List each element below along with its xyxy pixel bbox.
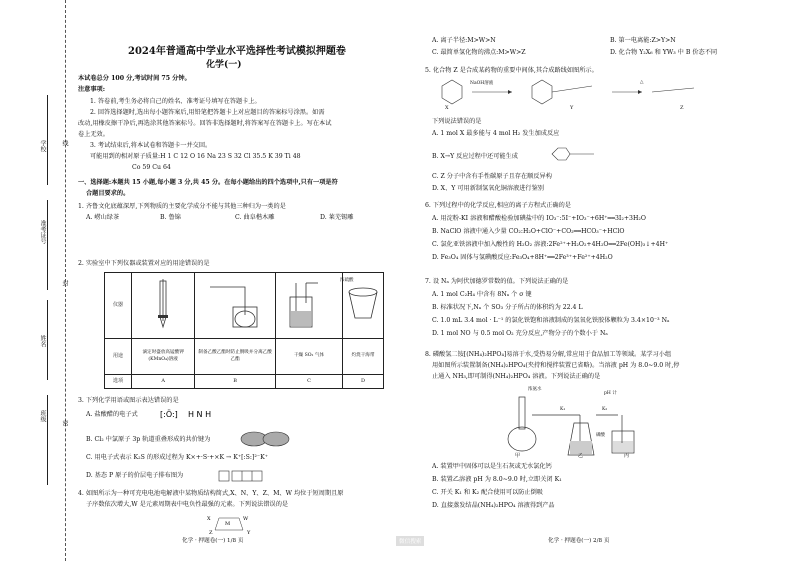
option-letter[interactable]: C	[275, 375, 342, 389]
exam-no-field[interactable]	[47, 200, 48, 290]
option-letter[interactable]: B	[195, 375, 276, 389]
burette-icon	[148, 277, 178, 331]
scheme-label: Y	[570, 105, 574, 111]
left-footer: 化学 · 押题卷(一) 1/8 页	[182, 538, 244, 544]
q8-option-a[interactable]: A. 装置甲中固体可以是生石灰或无水氯化钙	[432, 463, 552, 470]
apparatus-label: pH 计	[604, 391, 617, 396]
school-label: 学校	[39, 140, 46, 152]
q3-option-d[interactable]: D. 基态 P 原子的价层电子排布图为	[86, 472, 184, 479]
row-label: 仪器	[105, 273, 132, 339]
q5-option-d[interactable]: D. X、Y 可用新制氢氧化铜溶液进行鉴别	[432, 185, 544, 192]
notice-line: 卷上无效。	[78, 131, 109, 138]
q8-option-b[interactable]: B. 装置乙溶液 pH 为 8.0~9.0 时,立即关闭 K₁	[432, 476, 562, 483]
q8-apparatus-icon	[500, 385, 640, 457]
notice-line: 3. 考试结束后,将本试卷和答题卡一并交回。	[90, 142, 212, 149]
exam-no-label: 准考证号	[39, 220, 46, 244]
exam-title: 2024年普通高中学业水平选择性考试模拟押题卷	[128, 46, 346, 57]
p-orbital-overlap-icon	[240, 430, 290, 448]
atom-label: X	[207, 516, 211, 522]
q4-structure-icon	[203, 510, 263, 536]
svg-text:[:Ö:]: [:Ö:]	[160, 410, 178, 419]
q6-option-c[interactable]: C. 氯化亚铁溶液中加入酸性的 H₂O₂ 溶液:2Fe²⁺+H₂O₂+4H₂O══2Fe(OH)₃↓+4H⁺	[432, 241, 669, 248]
scheme-label: X	[445, 105, 449, 111]
apparatus-label: 浓氨水	[528, 387, 542, 392]
apparatus-label: 甲	[515, 453, 521, 459]
q4-option-b[interactable]: B. 第一电离能:Z>Y>N	[610, 37, 676, 44]
option-letter[interactable]: A	[132, 375, 195, 389]
use-a: 滴定时盛放高锰酸钾(KMnO₄)溶液	[132, 338, 195, 374]
notice-line: 改动,用橡皮擦干净后,再选涂其他答案标号。回答非选择题时,将答案写在答题卡上。写在本试	[78, 120, 332, 127]
q6-option-a[interactable]: A. 用淀粉-KI 溶液和醋酸检验加碘盐中的 IO₃⁻:5I⁻+IO₃⁻+6H⁺══3I₂+3H₂O	[432, 215, 646, 222]
use-b: 制备乙酸乙酯时防止倒吸并分离乙酸乙酯	[195, 338, 276, 374]
q1-option-d[interactable]: D. 莱芜锡雕	[320, 214, 354, 221]
apparatus-label: 乙	[578, 453, 584, 459]
q4-option-c[interactable]: C. 最简单氢化物的沸点:M>W>Z	[432, 49, 526, 56]
notice-line: Co 59 Cu 64	[132, 164, 171, 171]
name-label: 姓名	[39, 335, 46, 347]
orbital-diagram-icon	[218, 470, 268, 482]
q7-stem: 7. 设 Nₐ 为阿伏加德罗常数的值。下列说法正确的是	[425, 278, 569, 285]
section-heading: 一、选择题:本题共 15 小题,每小题 3 分,共 45 分。在每小题给出的四个选项中,只有一项是符	[78, 179, 338, 186]
q8-stem: 止通入 NH₃,即可制得(NH₄)₂HPO₄ 溶液。下列说法正确的是	[432, 373, 601, 380]
subject-title: 化学(一)	[206, 60, 242, 70]
watermark: 微信搜索	[396, 536, 424, 546]
svg-text:H N H: H N H	[188, 410, 212, 419]
q8-stem: 用如图所示装置制备(NH₄)₂HPO₄(夹持和搅拌装置已省略)。当溶液 pH 为 8.0~9.0 时,停	[432, 362, 680, 369]
q7-option-d[interactable]: D. 1 mol NO 与 0.5 mol O₂ 充分反应,产物分子的个数小于 Nₐ	[432, 330, 608, 337]
scheme-condition: △	[640, 80, 644, 85]
q7-option-c[interactable]: C. 1.0 mL 3.4 mol · L⁻¹ 的氯化铁饱和溶液制成的氢氧化铁胶体颗粒为 3.4×10⁻³ Nₐ	[432, 317, 670, 324]
q2-apparatus-table	[104, 272, 384, 389]
q6-option-b[interactable]: B. NaClO 溶液中通入少量 CO₂:H₂O+ClO⁻+CO₂══HCO₃⁻+HClO	[432, 228, 625, 235]
scheme-label: Z	[680, 105, 684, 111]
q8-option-d[interactable]: D. 直接蒸发结晶(NH₄)₂HPO₄ 溶液得到产品	[432, 502, 555, 509]
use-d: 灼烧干海带	[342, 338, 383, 374]
q1-option-c[interactable]: C. 曲阜楷木雕	[235, 214, 275, 221]
valve-label: K₂	[602, 407, 608, 412]
right-footer: 化学 · 押题卷(一) 2/8 页	[548, 538, 610, 544]
q4-option-a[interactable]: A. 离子半径:M>W>N	[432, 37, 496, 44]
crucible-icon	[345, 284, 381, 324]
drying-label: 浓硫酸	[339, 277, 354, 283]
atom-label: M	[225, 521, 231, 527]
q4-stem: 子序数依次增大,W 是元素周期表中电负性最强的元素。下列说法错误的是	[86, 501, 289, 508]
q5-intro: 下列说法错误的是	[432, 118, 482, 125]
q3-option-a[interactable]: A. 盐酸醋的电子式	[86, 411, 138, 418]
q1-option-a[interactable]: A. 崂山绿茶	[86, 214, 120, 221]
cut-mark: 密	[61, 420, 68, 426]
q7-option-a[interactable]: A. 1 mol C₂H₄ 中含有 8Nₐ 个 σ 键	[432, 291, 532, 298]
option-letter[interactable]: D	[342, 375, 383, 389]
gas-washing-bottle-icon	[278, 277, 340, 331]
row-label: 选项	[105, 375, 132, 389]
room-label: 班级	[39, 410, 46, 422]
notice-title: 注意事项:	[78, 86, 106, 93]
apparatus-label: 丙	[624, 453, 630, 459]
apparatus-ester-setup	[195, 273, 276, 339]
apparatus-burette	[132, 273, 195, 339]
cut-mark: 封	[61, 280, 68, 286]
q3-stem: 3. 下列化学用语或图示表达错误的是	[78, 397, 179, 404]
atom-label: W	[243, 516, 249, 522]
room-field[interactable]	[47, 395, 48, 485]
q6-stem: 6. 下列过程中的化学反应,相应的离子方程式正确的是	[425, 202, 571, 209]
q5-option-b[interactable]: B. X→Y 反应过程中还可能生成	[432, 153, 518, 160]
scheme-reagent: NaOH溶液	[470, 81, 494, 86]
q5-stem: 5. 化合物 Z 是合成某药物的重要中间体,其合成路线如图所示。	[425, 67, 598, 74]
score-info: 本试卷总分 100 分,考试时间 75 分钟。	[78, 75, 191, 82]
q5-side-product-icon	[548, 144, 598, 166]
q6-option-d[interactable]: D. Fe₃O₄ 固体与氢碘酸反应:Fe₃O₄+8H⁺══2Fe³⁺+Fe²⁺+4H₂O	[432, 254, 613, 261]
valve-label: K₁	[560, 407, 566, 412]
row-label: 用途	[105, 338, 132, 374]
q5-option-c[interactable]: C. Z 分子中含有手性碳原子且存在顺反异构	[432, 173, 552, 180]
apparatus-gas-washer	[275, 273, 354, 339]
notice-line: 可能用到的相对原子质量:H 1 C 12 O 16 Na 23 S 32 Cl 35.5 K 39 Ti 48	[90, 153, 301, 160]
q3-option-c[interactable]: C. 用电子式表示 K₂S 的形成过程为 K×+·S·+×K → K⁺[:S:]²⁻K⁺	[86, 454, 268, 461]
q1-option-b[interactable]: B. 鲁锦	[160, 214, 181, 221]
q8-option-c[interactable]: C. 开关 K₁ 和 K₂ 配合使用可以防止倒吸	[432, 489, 543, 496]
q7-option-b[interactable]: B. 标准状况下,Nₐ 个 SO₃ 分子所占的体积约为 22.4 L	[432, 304, 583, 311]
notice-line: 1. 答卷前,考生务必将自己的姓名、准考证号填写在答题卡上。	[90, 98, 261, 105]
q4-stem: 4. 如图所示为一种可充电电池电解液中某物质结构简式,X、N、Y、Z、M、W 均位于短周期且原	[78, 490, 344, 497]
section-heading: 合题目要求的。	[86, 190, 130, 197]
name-field[interactable]	[47, 300, 48, 380]
q5-option-a[interactable]: A. 1 mol X 最多能与 4 mol H₂ 发生加成反应	[432, 130, 560, 137]
school-field[interactable]	[47, 95, 48, 185]
ester-setup-icon	[205, 277, 265, 331]
q3-option-b[interactable]: B. Cl₂ 中氯原子 3p 轨道重叠形成的共价键为	[86, 436, 211, 443]
q1-stem: 1. 齐鲁文化底蕴深厚,下列物质的主要化学成分不能与其他三种归为一类的是	[78, 203, 286, 210]
use-c: 干燥 SO₂ 气体	[275, 338, 342, 374]
electron-dot-formula-icon	[158, 402, 228, 426]
apparatus-label: 磷酸	[596, 433, 605, 438]
atom-label: Y	[247, 530, 251, 536]
notice-line: 2. 回答选择题时,选出每小题答案后,用铅笔把答题卡上对应题目的答案标号涂黑。如需	[90, 109, 325, 116]
q8-stem: 8. 磷酸氢二铵[(NH₄)₂HPO₄]易溶于水,受热易分解,常应用于食品加工等领域。某学习小组	[425, 351, 672, 358]
q2-stem: 2. 实验室中下列仪器或装置对应的用途错误的是	[78, 260, 210, 267]
cut-mark: 线	[61, 140, 68, 146]
q4-option-d[interactable]: D. 化合物 Y₂X₆ 和 YW₃ 中 B 价态不同	[610, 49, 718, 56]
atom-label: Z	[209, 530, 213, 536]
